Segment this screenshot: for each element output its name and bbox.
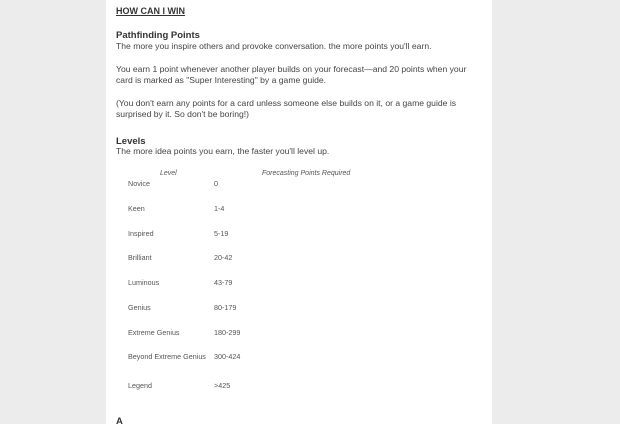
level-points: 43-79 (214, 278, 233, 287)
level-points: 5-19 (214, 229, 229, 238)
page-heading: HOW CAN I WIN (116, 6, 185, 16)
table-header-points: Forecasting Points Required (262, 170, 351, 177)
level-name: Extreme Genius (128, 328, 180, 337)
level-points: 180-299 (214, 328, 241, 337)
pathfinding-paragraph-2: You earn 1 point whenever another player builds on your forecast—and 20 points when your card is marked as "Super Interesting" by a game guide. (116, 64, 467, 85)
level-name: Beyond Extreme Genius (128, 352, 206, 361)
level-name: Novice (128, 179, 150, 188)
level-points: >425 (214, 381, 231, 390)
level-points: 1-4 (214, 204, 225, 213)
level-points: 80-179 (214, 303, 237, 312)
level-name: Legend (128, 381, 152, 390)
next-section-title-cutoff: A (116, 416, 123, 424)
level-points: 300-424 (214, 352, 241, 361)
level-name: Inspired (128, 229, 154, 238)
level-points: 0 (214, 179, 218, 188)
pathfinding-title: Pathfinding Points (116, 30, 200, 41)
level-name: Luminous (128, 278, 160, 287)
level-points: 20-42 (214, 253, 233, 262)
levels-title: Levels (116, 136, 146, 147)
pathfinding-paragraph-1: The more you inspire others and provoke conversation. the more points you'll earn. (116, 41, 432, 51)
level-name: Genius (128, 303, 151, 312)
table-header-level: Level (160, 170, 177, 177)
level-name: Keen (128, 204, 145, 213)
page-panel (106, 0, 492, 424)
levels-intro: The more idea points you earn, the faster you'll level up. (116, 146, 330, 156)
pathfinding-paragraph-3: (You don't earn any points for a card unless someone else builds on it, or a game guide is surprised by it. So don't be boring!) (116, 98, 457, 119)
level-name: Brilliant (128, 253, 152, 262)
